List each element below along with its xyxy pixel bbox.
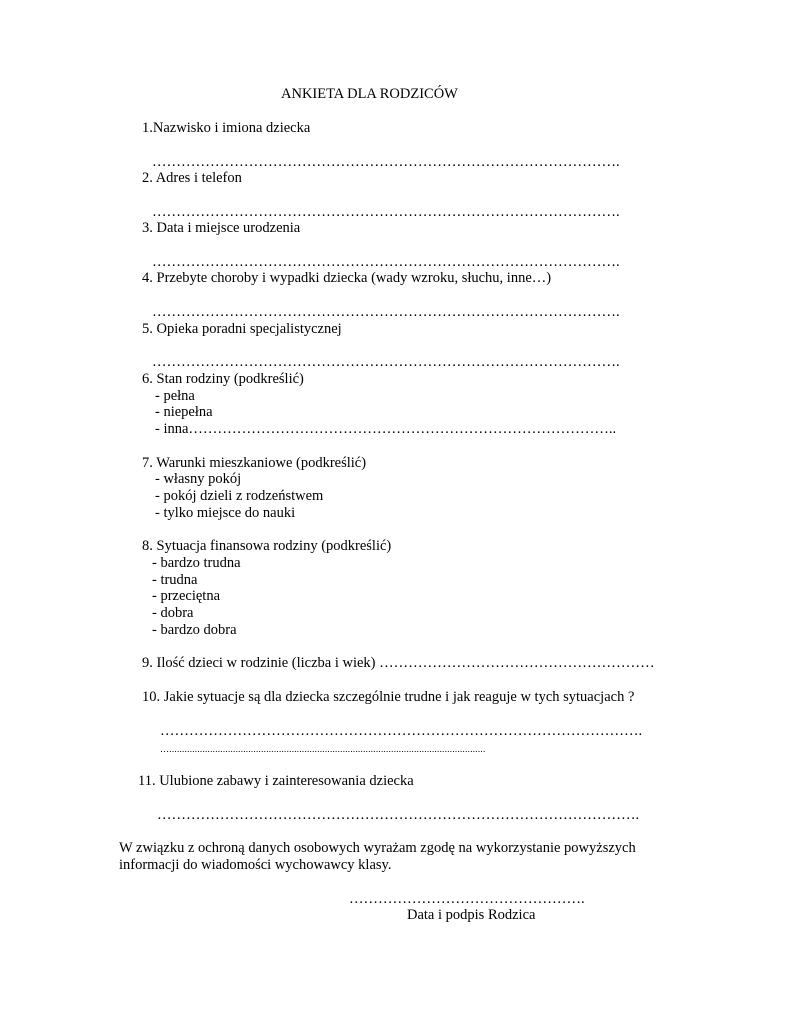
question-8-option-hard[interactable]: - trudna [152,572,198,588]
question-5-answer-line[interactable]: ……………………………………………………………………………………. [152,354,620,370]
question-9-label[interactable]: 9. Ilość dzieci w rodzinie (liczba i wiek) ………………………………………………… [142,655,655,671]
question-11-answer-line[interactable]: ………………………………………………………………………………………. [157,807,640,823]
question-6-option-inna[interactable]: - inna…………………………………………………………………………….. [155,421,617,437]
question-7-label: 7. Warunki mieszkaniowe (podkreślić) [142,455,367,471]
question-8-option-very-hard[interactable]: - bardzo trudna [152,555,241,571]
question-8-option-good[interactable]: - dobra [152,605,194,621]
question-8-option-very-good[interactable]: - bardzo dobra [152,622,237,638]
question-1-answer-line[interactable]: ……………………………………………………………………………………. [152,154,620,170]
question-2-answer-line[interactable]: ……………………………………………………………………………………. [152,204,620,220]
question-4-label: 4. Przebyte choroby i wypadki dziecka (wady wzroku, słuchu, inne…) [142,270,552,286]
question-3-answer-line[interactable]: ……………………………………………………………………………………. [152,254,620,270]
question-7-option-study-place[interactable]: - tylko miejsce do nauki [155,505,296,521]
question-10-label: 10. Jakie sytuacje są dla dziecka szczególnie trudne i jak reaguje w tych sytuacjach ? [142,689,635,705]
question-7-option-own-room[interactable]: - własny pokój [155,471,242,487]
question-11-label: 11. Ulubione zabawy i zainteresowania dziecka [138,773,414,789]
question-4-answer-line[interactable]: ……………………………………………………………………………………. [152,304,620,320]
question-7-option-shared-room[interactable]: - pokój dzieli z rodzeństwem [155,488,324,504]
question-10-answer-line-1[interactable]: ………………………………………………………………………………………. [160,723,643,739]
question-5-label: 5. Opieka poradni specjalistycznej [142,321,342,337]
signature-line[interactable]: …………………………………………. [349,891,585,907]
question-6-option-niepelna[interactable]: - niepełna [155,404,213,420]
question-8-option-average[interactable]: - przeciętna [152,588,221,604]
page-title: ANKIETA DLA RODZICÓW [281,86,458,102]
consent-text-line-2: informacji do wiadomości wychowawcy klasy. [119,857,392,873]
consent-text-line-1: W związku z ochroną danych osobowych wyrażam zgodę na wykorzystanie powyższych [119,840,636,856]
question-6-label: 6. Stan rodziny (podkreślić) [142,371,304,387]
question-3-label: 3. Data i miejsce urodzenia [142,220,301,236]
signature-label: Data i podpis Rodzica [407,907,536,923]
question-10-answer-line-2[interactable]: …............................................................................................................................ [160,744,486,754]
question-1-label: 1.Nazwisko i imiona dziecka [142,120,311,136]
question-2-label: 2. Adres i telefon [142,170,242,186]
question-8-label: 8. Sytuacja finansowa rodziny (podkreślić) [142,538,392,554]
question-6-option-pelna[interactable]: - pełna [155,388,195,404]
